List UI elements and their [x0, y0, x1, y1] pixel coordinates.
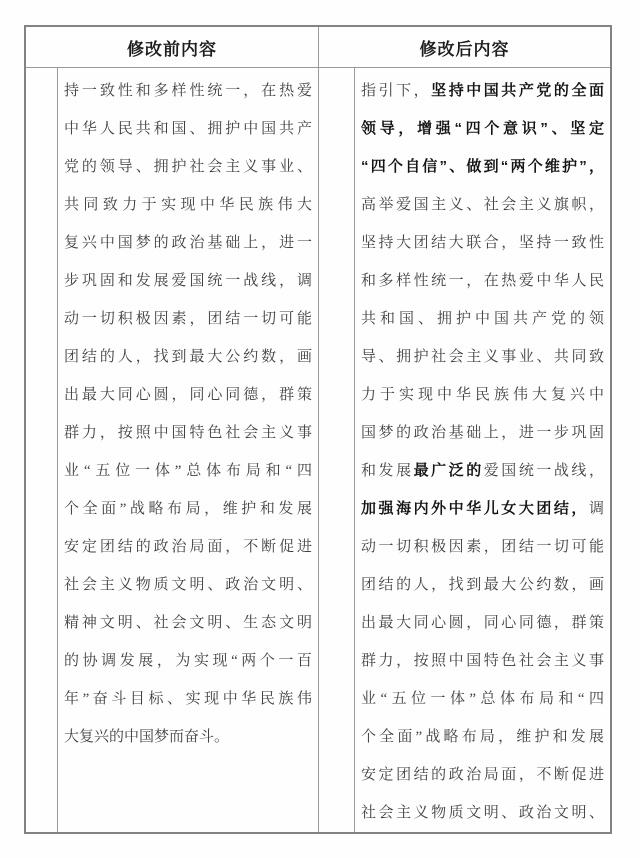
text-line — [64, 414, 312, 452]
text-line — [64, 148, 312, 186]
body-text: 个全面”战略布局，维护和发展 — [64, 501, 312, 517]
text-line — [64, 604, 312, 642]
body-text: 共和国、拥护中国共产党的领 — [361, 311, 604, 327]
body-text: 和多样性统一，在热爱中华人民 — [361, 273, 604, 289]
body-text: 坚持大团结大联合，坚持一致性 — [361, 235, 604, 251]
text-line — [361, 376, 604, 414]
text-line — [64, 680, 312, 718]
text-line — [64, 262, 312, 300]
text-line — [361, 642, 604, 680]
text-line — [64, 642, 312, 680]
body-text: 社会主义物质文明、政治文明、 — [64, 577, 312, 593]
body-text: 群力，按照中国特色社会主义事 — [64, 425, 312, 441]
body-text: 中华人民共和国、拥护中国共产 — [64, 121, 312, 137]
body-text: 持一致性和多样性统一，在热爱 — [64, 83, 312, 99]
text-line — [64, 224, 312, 262]
body-text: 国梦的政治基础上，进一步巩固 — [361, 425, 604, 441]
text-line — [361, 300, 604, 338]
body-text: 力于实现中华民族伟大复兴中 — [361, 387, 604, 403]
body-text: 动一切积极因素，团结一切可能 — [64, 311, 312, 327]
text-line — [361, 414, 604, 452]
gutter-cell-after — [319, 68, 355, 832]
body-text: 步巩固和发展爱国统一战线，调 — [64, 273, 312, 289]
revised-bold-text: 加强海内外中华儿女大团结， — [361, 500, 589, 517]
text-line — [64, 718, 312, 756]
body-text: 调 — [588, 501, 604, 517]
body-text: 党的领导、拥护社会主义事业、 — [64, 159, 312, 175]
revised-bold-text: 领导，增强“四个意识”、坚定 — [361, 120, 604, 137]
body-text: 社会主义物质文明、政治文明、 — [361, 805, 604, 821]
text-line — [361, 224, 604, 262]
text-line — [361, 680, 604, 718]
text-line — [64, 566, 312, 604]
body-text: 团结的人，找到最大公约数，画 — [64, 349, 312, 365]
body-text: 复兴中国梦的政治基础上，进一 — [64, 235, 312, 251]
text-line — [361, 604, 604, 642]
revised-bold-text: 最广泛的 — [413, 462, 484, 479]
gutter-cell-before — [26, 68, 58, 832]
text-line — [64, 376, 312, 414]
body-text: 业“五位一体”总体布局和“四 — [361, 691, 604, 707]
body-text: 个全面”战略布局，维护和发展 — [361, 729, 604, 745]
text-line — [361, 110, 604, 148]
column-header-before — [26, 27, 319, 68]
text-line — [64, 186, 312, 224]
body-text: 和发展 — [361, 463, 414, 479]
text-cell-before — [58, 68, 319, 832]
body-text: 业“五位一体”总体布局和“四 — [64, 463, 312, 479]
text-line — [361, 794, 604, 832]
text-line — [361, 452, 604, 490]
column-header-after-label: 修改后内容 — [419, 39, 510, 59]
body-text: 团结的人，找到最大公约数，画 — [361, 577, 604, 593]
body-text: 安定团结的政治局面，不断促进 — [64, 539, 312, 555]
text-line — [361, 718, 604, 756]
body-text: 共同致力于实现中华民族伟大 — [64, 197, 312, 213]
text-line — [361, 72, 604, 110]
body-text: 群力，按照中国特色社会主义事 — [361, 653, 604, 669]
body-text: 爱国统一战线， — [483, 463, 604, 479]
body-text: 的协调发展，为实现“两个一百 — [64, 653, 312, 669]
body-text: 出最大同心圆，同心同德，群策 — [361, 615, 604, 631]
body-text: 导、拥护社会主义事业、共同致 — [361, 349, 604, 365]
text-line — [361, 148, 604, 186]
body-text: 高举爱国主义、社会主义旗帜， — [361, 197, 604, 213]
body-text: 安定团结的政治局面，不断促进 — [361, 767, 604, 783]
text-line — [64, 300, 312, 338]
body-text: 指引下， — [361, 83, 432, 99]
revised-bold-text: 坚持中国共产党的全面 — [431, 82, 604, 99]
column-header-before-label: 修改前内容 — [127, 39, 217, 59]
body-text: 年”奋斗目标、实现中华民族伟 — [64, 691, 312, 707]
text-line — [361, 338, 604, 376]
text-line — [361, 528, 604, 566]
text-line — [361, 262, 604, 300]
text-line — [361, 566, 604, 604]
body-text: 出最大同心圆，同心同德，群策 — [64, 387, 312, 403]
text-line — [64, 338, 312, 376]
revision-comparison-table — [24, 25, 612, 834]
body-text: 精神文明、社会文明、生态文明 — [64, 615, 312, 631]
text-line — [64, 528, 312, 566]
column-header-after — [319, 27, 610, 68]
text-line — [64, 490, 312, 528]
text-line — [64, 110, 312, 148]
text-line — [64, 72, 312, 110]
text-cell-after — [355, 68, 610, 832]
body-text: 动一切积极因素，团结一切可能 — [361, 539, 604, 555]
text-line — [361, 756, 604, 794]
body-text: 大复兴的中国梦而奋斗。 — [64, 729, 230, 745]
text-line — [64, 452, 312, 490]
revised-bold-text: “四个自信”、做到“两个维护”， — [361, 158, 604, 175]
text-line — [361, 490, 604, 528]
text-line — [361, 186, 604, 224]
